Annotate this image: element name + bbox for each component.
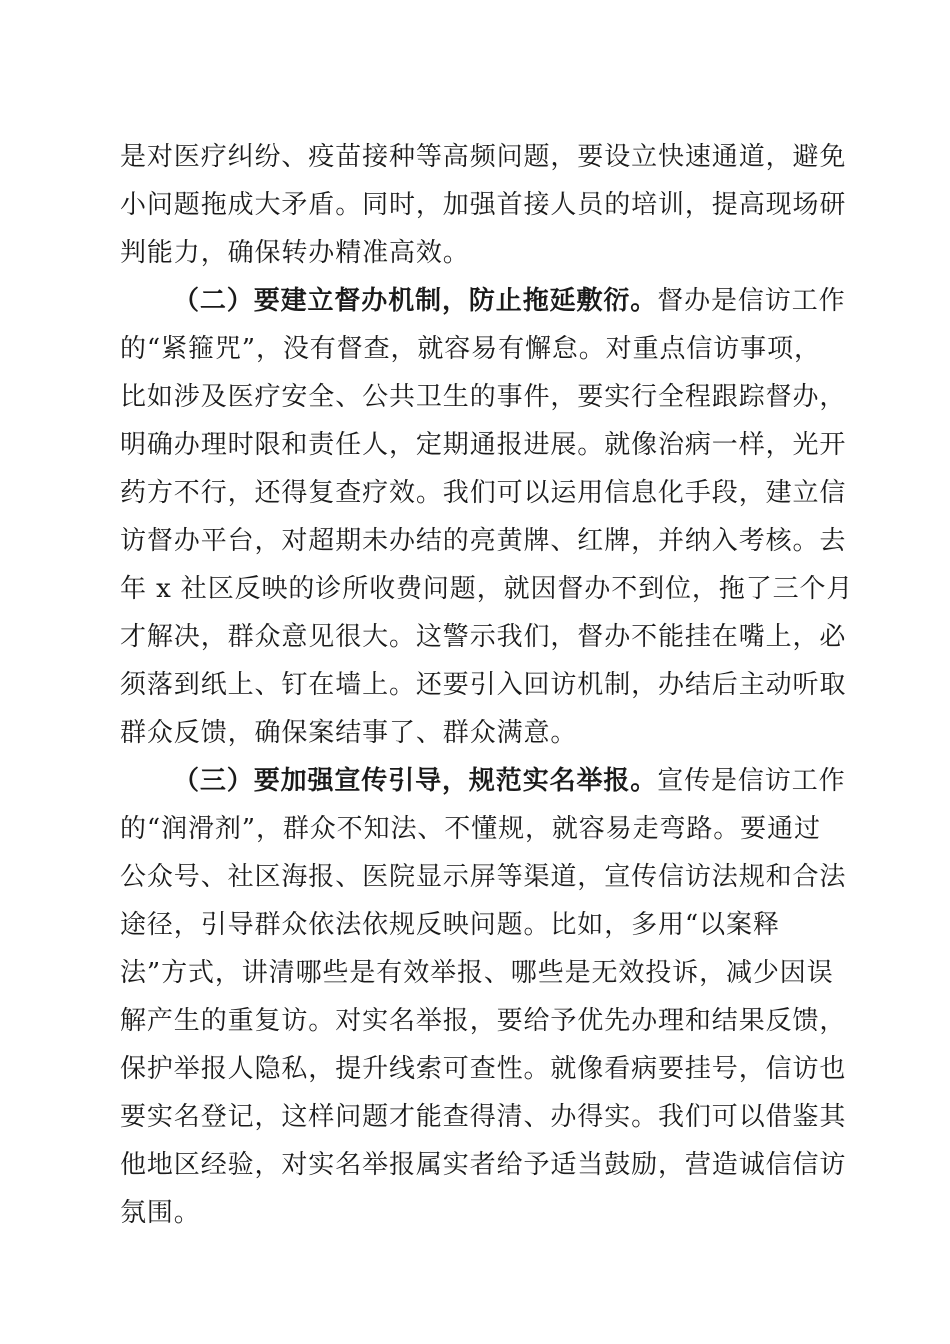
section-two-first-line: [120, 277, 846, 325]
paragraph-line: 才解决，群众意见很大。这警示我们，督办不能挂在嘴上，必: [120, 622, 847, 652]
paragraph-line: 是对医疗纠纷、疫苗接种等高频问题，要设立快速通道，避免: [120, 142, 847, 172]
paragraph-line: 要实名登记，这样问题才能查得清、办得实。我们可以借鉴其: [120, 1102, 847, 1132]
section-three-first-line-text: 宣传是信访工作: [657, 766, 846, 796]
paragraph-section-two: [120, 277, 854, 757]
paragraph-line: 比如涉及医疗安全、公共卫生的事件，要实行全程跟踪督办，: [120, 382, 847, 412]
paragraph-line: 群众反馈，确保案结事了、群众满意。: [120, 718, 578, 748]
paragraph-section-three: [120, 757, 847, 1237]
section-three-heading: （三）要加强宣传引导，规范实名举报。: [173, 766, 658, 796]
paragraph-line: 药方不行，还得复查疗效。我们可以运用信息化手段，建立信: [120, 478, 847, 508]
paragraph-line: 年 x 社区反映的诊所收费问题，就因督办不到位，拖了三个月: [120, 574, 854, 604]
paragraph-line: 他地区经验，对实名举报属实者给予适当鼓励，营造诚信信访: [120, 1150, 847, 1180]
paragraph-line: 的“润滑剂”，群众不知法、不懂规，就容易走弯路。要通过: [120, 814, 821, 844]
paragraph-line: 访督办平台，对超期未办结的亮黄牌、红牌，并纳入考核。去: [120, 526, 847, 556]
section-three-first-line: [120, 757, 846, 805]
section-two-heading: （二）要建立督办机制，防止拖延敷衍。: [173, 286, 658, 316]
section-two-first-line-text: 督办是信访工作: [657, 286, 846, 316]
paragraph-line: 途径，引导群众依法依规反映问题。比如，多用“以案释: [120, 910, 780, 940]
paragraph-line: 的“紧箍咒”，没有督查，就容易有懈怠。对重点信访事项，: [120, 334, 821, 364]
paragraph-intro: [120, 133, 847, 277]
paragraph-line: 须落到纸上、钉在墙上。还要引入回访机制，办结后主动听取: [120, 670, 847, 700]
paragraph-line: 氛围。: [120, 1198, 201, 1228]
paragraph-line: 解产生的重复访。对实名举报，要给予优先办理和结果反馈，: [120, 1006, 847, 1036]
paragraph-line: 小问题拖成大矛盾。同时，加强首接人员的培训，提高现场研: [120, 190, 847, 220]
paragraph-line: 判能力，确保转办精准高效。: [120, 238, 470, 268]
paragraph-line: 法”方式，讲清哪些是有效举报、哪些是无效投诉，减少因误: [120, 958, 834, 988]
paragraph-line: 保护举报人隐私，提升线索可查性。就像看病要挂号，信访也: [120, 1054, 847, 1084]
paragraph-line: 公众号、社区海报、医院显示屏等渠道，宣传信访法规和合法: [120, 862, 847, 892]
paragraph-line: 明确办理时限和责任人，定期通报进展。就像治病一样，光开: [120, 430, 847, 460]
